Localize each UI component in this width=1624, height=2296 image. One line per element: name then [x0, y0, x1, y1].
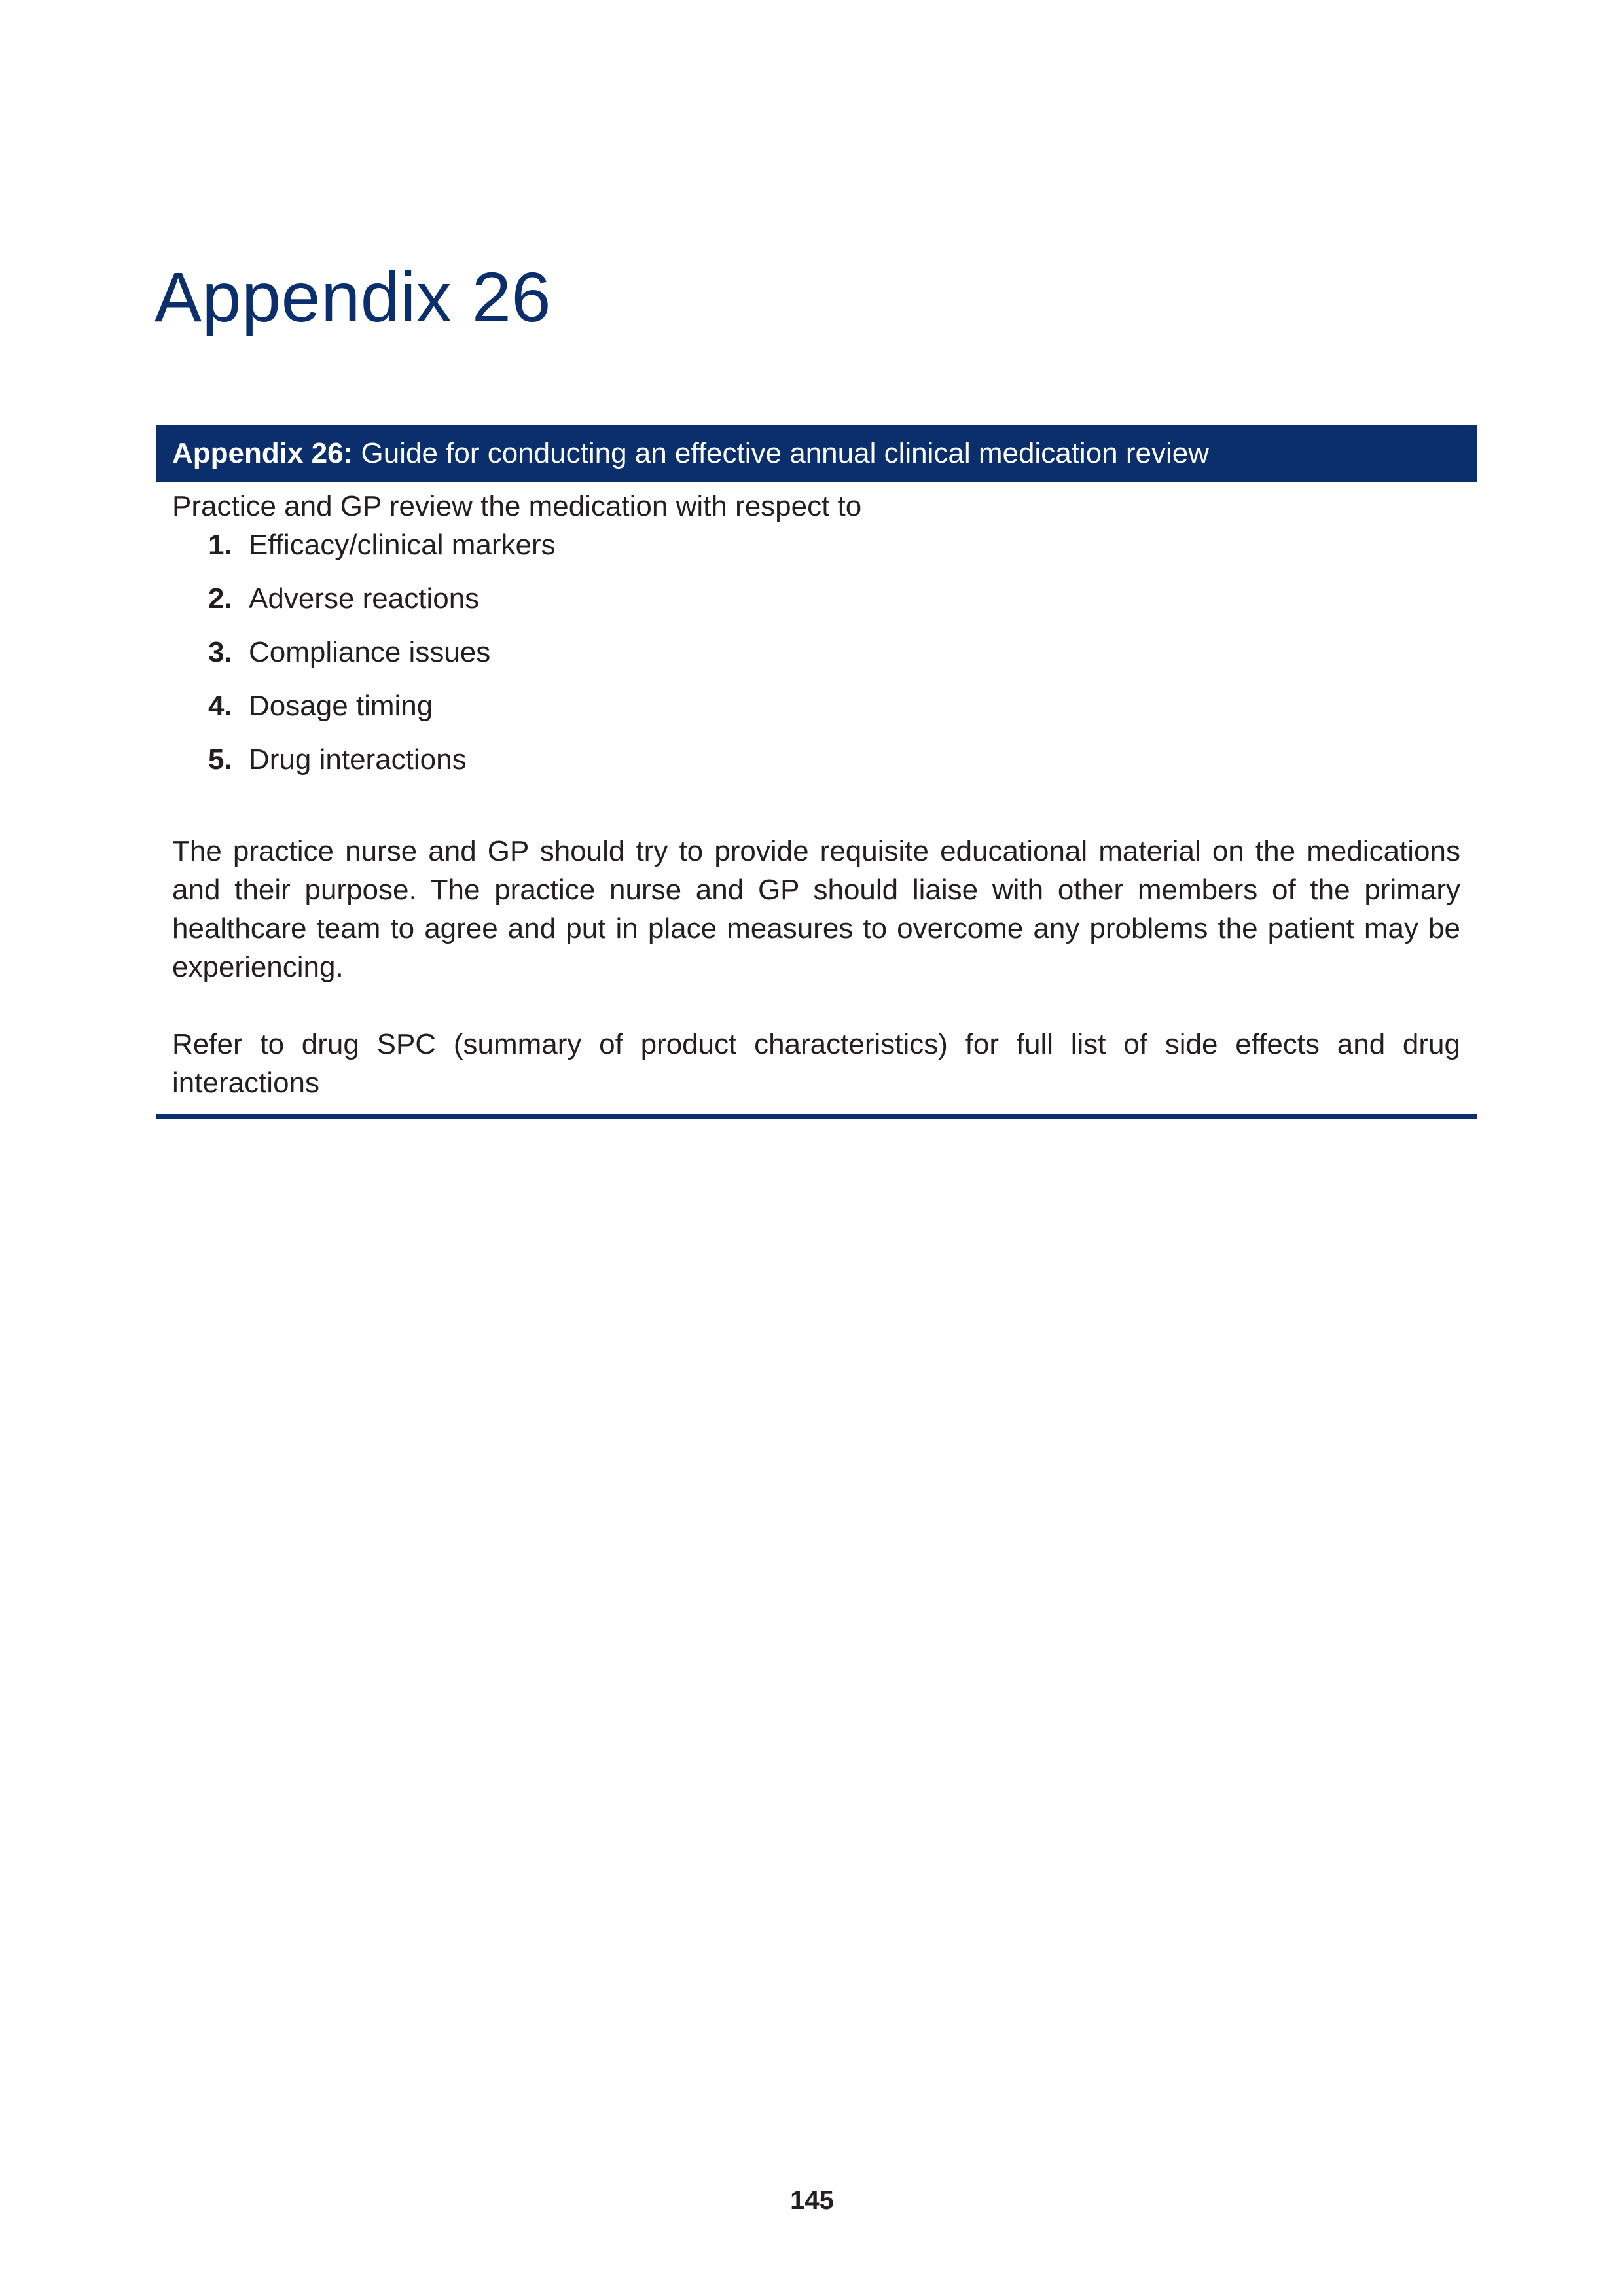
list-item-text: Dosage timing [249, 690, 433, 722]
list-item-text: Compliance issues [249, 636, 491, 668]
appendix-box [156, 425, 1477, 1119]
list-item [208, 687, 1460, 740]
review-criteria-list [172, 526, 1460, 794]
list-item-number: 3. [208, 636, 232, 668]
list-item-text: Adverse reactions [249, 583, 480, 615]
list-item-number: 2. [208, 583, 232, 615]
list-item-number: 4. [208, 690, 232, 722]
list-item [208, 633, 1460, 687]
box-header [156, 425, 1477, 482]
list-item [208, 526, 1460, 579]
spc-reference-paragraph: Refer to drug SPC (summary of product characteristics) for full list of side effects and drug interactions [172, 1028, 1460, 1099]
list-item-text: Drug interactions [249, 744, 467, 776]
education-paragraph: The practice nurse and GP should try to provide requisite educational material on the medications and their purpose. The practice nurse and GP should liaise with other members of the primary healthcare team to agree and put in place measures to overcome any problems the patient may be experiencing. [172, 835, 1460, 983]
page-number: 145 [790, 2186, 834, 2215]
list-item-text: Efficacy/clinical markers [249, 529, 556, 561]
list-item-number: 5. [208, 744, 232, 776]
list-item-number: 1. [208, 529, 232, 561]
box-body [156, 487, 1477, 1102]
box-header-label: Appendix 26: [172, 437, 353, 469]
list-item [208, 740, 1460, 794]
box-header-text: Guide for conducting an effective annual clinical medication review [353, 437, 1209, 469]
box-bottom-rule [156, 1114, 1477, 1119]
intro-text: Practice and GP review the medication with respect to [172, 490, 862, 522]
list-item [208, 579, 1460, 633]
page-title: Appendix 26 [154, 257, 551, 336]
